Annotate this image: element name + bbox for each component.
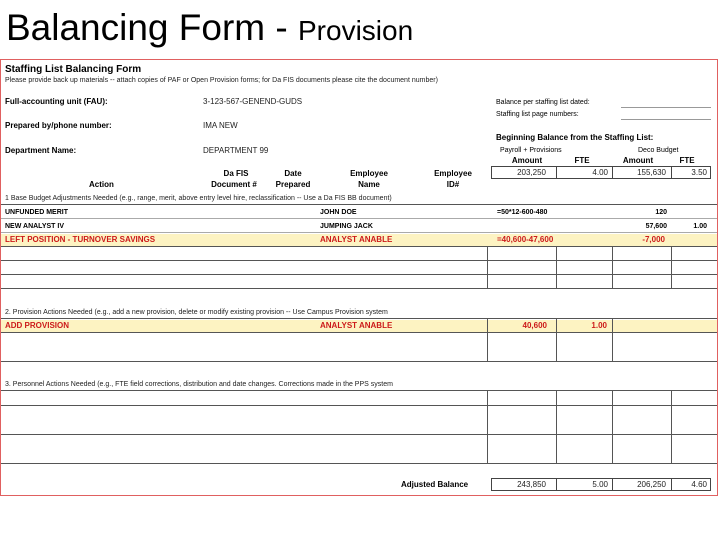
s1-row2-employee[interactable]: JUMPING JACK [320,223,373,230]
col-action: Action [89,180,114,189]
col-date-1: Date [284,169,302,178]
begin-fte-1: 4.00 [592,168,608,177]
adjusted-fte-2-cell[interactable] [671,478,711,491]
s3-vline-4 [671,390,672,463]
s2-row1-amount[interactable]: 40,600 [522,321,547,330]
payroll-provisions-label: Payroll + Provisions [500,147,562,154]
s2-row-line-2 [1,361,717,362]
s1-row-line-6 [1,288,717,289]
form-instructions: Please provide back up materials -- attach copies of PAF or Open Provision forms; for Da FIS documents please cite the document number) [5,77,438,84]
begin-amount-2-cell[interactable] [612,166,672,179]
s3-row-line-2 [1,434,717,435]
s3-row-line-1 [1,405,717,406]
adjusted-fte-2: 4.60 [691,480,707,489]
s2-vline-3 [612,318,613,361]
s1-vline-1 [487,246,488,288]
spreadsheet-form [0,59,718,496]
col-fte-1: FTE [574,156,590,165]
s2-row-line-1 [1,332,717,333]
slide-title-sub: Provision [298,15,414,46]
s1-vline-3 [612,246,613,288]
adjusted-fte-1: 5.00 [592,480,608,489]
fau-label: Full-accounting unit (FAU): [5,97,108,106]
s1-row1-action[interactable]: UNFUNDED MERIT [5,209,68,216]
col-dafis-2: Document # [211,180,257,189]
col-employee-1: Employee [350,169,388,178]
col-dafis-1: Da FIS [223,169,249,178]
s1-row-line-1 [1,218,717,219]
staffing-pages-label: Staffing list page numbers: [496,111,579,118]
col-amount-1: Amount [511,156,543,165]
s1-vline-2 [556,246,557,288]
begin-amount-1: 203,250 [517,168,546,177]
begin-fte-2: 3.50 [691,168,707,177]
adjusted-amount-1: 243,850 [517,480,546,489]
s1-row2-amount2[interactable]: 57,600 [645,223,667,230]
section2-top-line [1,318,717,319]
s2-vline-1 [487,318,488,361]
s1-row2-action[interactable]: NEW ANALYST IV [5,223,64,230]
s1-row2-fte2[interactable]: 1.00 [693,223,707,230]
s2-row1-action[interactable]: ADD PROVISION [5,321,70,330]
prepared-by-label: Prepared by/phone number: [5,121,112,130]
prepared-by-value[interactable]: IMA NEW [203,121,238,130]
adjusted-amount-2: 206,250 [637,480,666,489]
adjusted-amount-1-cell[interactable] [491,478,557,491]
adjusted-fte-1-cell[interactable] [556,478,613,491]
s1-row1-amount[interactable]: =50*12-600-480 [497,209,548,216]
section1-heading: 1 Base Budget Adjustments Needed (e.g., range, merit, above entry level hire, reclassification -- Use a Da FIS BB document) [5,195,392,202]
s1-row1-employee[interactable]: JOHN DOE [320,209,357,216]
s1-row1-amount2[interactable]: 120 [655,209,667,216]
s2-row1-fte[interactable]: 1.00 [591,321,607,330]
begin-amount-2: 155,630 [637,168,666,177]
s3-vline-1 [487,390,488,463]
s3-vline-3 [612,390,613,463]
col-date-2: Prepared [275,180,311,189]
s1-row3-employee[interactable]: ANALYST ANABLE [320,235,393,244]
staffing-pages-field[interactable] [621,119,711,120]
col-amount-2: Amount [622,156,654,165]
section3-heading: 3. Personnel Actions Needed (e.g., FTE field corrections, distribution and date changes. Corrections made in the PPS system [5,381,393,388]
s1-row-line-3 [1,246,717,247]
s1-row3-action[interactable]: LEFT POSITION - TURNOVER SAVINGS [5,235,156,244]
s2-row1-employee[interactable]: ANALYST ANABLE [320,321,393,330]
begin-fte-1-cell[interactable] [556,166,613,179]
section2-heading: 2. Provision Actions Needed (e.g., add a new provision, delete or modify existing provision -- Use Campus Provision system [5,309,388,316]
s1-row-line-2 [1,232,717,233]
col-empid-2: ID# [446,180,460,189]
s1-row-line-4 [1,260,717,261]
slide-title-main: Balancing Form - [6,7,298,48]
department-value[interactable]: DEPARTMENT 99 [203,146,269,155]
s1-row3-amount[interactable]: =40,600-47,600 [497,235,554,244]
s1-row3-amount2[interactable]: -7,000 [642,235,665,244]
slide-title [6,6,413,53]
section1-top-line [1,204,717,205]
section3-top-line [1,390,717,391]
fau-value[interactable]: 3-123-567-GENEND-GUDS [203,97,303,106]
adjusted-amount-2-cell[interactable] [612,478,672,491]
balance-dated-field[interactable] [621,107,711,108]
balance-dated-label: Balance per staffing list dated: [496,99,590,106]
s2-vline-2 [556,318,557,361]
begin-fte-2-cell[interactable] [671,166,711,179]
col-employee-2: Name [358,180,380,189]
department-label: Department Name: [5,146,77,155]
col-fte-2: FTE [679,156,695,165]
beginning-balance-title: Beginning Balance from the Staffing List: [496,133,654,142]
form-title: Staffing List Balancing Form [5,64,142,75]
s3-vline-2 [556,390,557,463]
s1-vline-4 [671,246,672,288]
s3-row-line-3 [1,463,717,464]
col-empid-1: Employee [434,169,472,178]
begin-amount-1-cell[interactable] [491,166,557,179]
adjusted-balance-label: Adjusted Balance [401,480,469,489]
deco-budget-label: Deco Budget [638,147,679,154]
s1-row-line-5 [1,274,717,275]
